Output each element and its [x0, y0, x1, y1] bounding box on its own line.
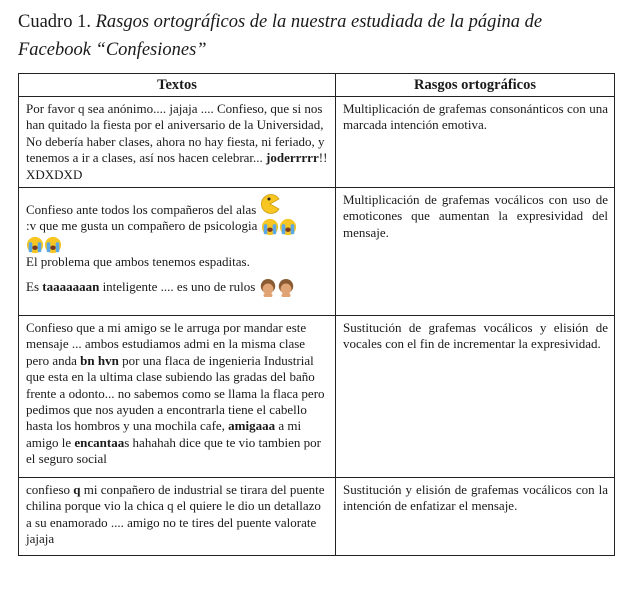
text-line: Confieso ante todos los compañeros del alas [26, 202, 257, 218]
text-segment: Confieso que a mi amigo se le arruga por mandar este mensaje ... ambos estudiamos admi en la misma clase pero anda [26, 320, 307, 368]
feature-cell [336, 97, 615, 188]
crying-face-icon [279, 218, 297, 236]
header-textos: Textos [19, 74, 336, 97]
crying-face-icon [44, 236, 62, 254]
bold-segment: encantaa [74, 434, 125, 450]
text-line: El problema que ambos tenemos espaditas. [26, 254, 250, 270]
text-segment: !! XDXDXD [26, 150, 328, 182]
bold-segment: joderrrrr [266, 150, 319, 166]
orthographic-features-table [18, 73, 615, 556]
feature-cell [336, 316, 615, 478]
table-caption [18, 8, 618, 64]
header-rasgos: Rasgos ortográficos [336, 74, 615, 97]
text-segment: a mi amigo le [26, 418, 302, 450]
feature-cell [336, 478, 615, 556]
feature-text: Multiplicación de grafemas consonánticos con una marcada intención emotiva. [343, 101, 608, 133]
crying-face-icon [26, 236, 44, 254]
bold-segment: q [73, 482, 81, 498]
text-cell [19, 316, 336, 478]
bold-segment: amigaaa [228, 418, 276, 434]
feature-cell [336, 188, 615, 316]
crying-face-icon [261, 218, 279, 236]
table-header-row [19, 74, 615, 97]
feature-text: Sustitución y elisión de grafemas vocálicos con la intención de enfatizar el mensaje. [343, 482, 608, 514]
curly-hair-person-icon [277, 279, 295, 297]
feature-text: Sustitución de grafemas vocálicos y elisión de vocales con el fin de incrementar la expresividad. [343, 320, 608, 352]
pacman-emoji-icon [260, 194, 280, 214]
feature-text: Multiplicación de grafemas vocálicos con uso de emoticones que aumentan la expresividad del mensaje. [343, 192, 608, 240]
text-line: :v que me gusta un compañero de psicologia [26, 218, 258, 234]
caption-lead: Cuadro 1. [18, 12, 91, 32]
bold-segment: bn hvn [80, 352, 119, 368]
caption-title: Rasgos ortográficos de la nuestra estudiada de la página de Facebook “Confesiones” [18, 12, 543, 60]
table-row [19, 316, 615, 478]
text-segment: mi conpañero de industrial se tirara del puente chilina porque vio la chica q el quiere le dio un detallazo a su enamorado .... amigo no te tires del puente valorate jajaja [26, 482, 325, 547]
text-cell [19, 97, 336, 188]
text-segment: confieso [26, 482, 74, 498]
text-segment: Por favor q sea anónimo.... jajaja .... Confieso, que si nos han quitado la fiesta por el aniversario de la Universidad, No debería haber clases, ahora no hay fiesta, ni feriado, y tenemos a ir a clases, así nos hacen celebrar... [26, 101, 325, 166]
table-row [19, 97, 615, 188]
table-row [19, 478, 615, 556]
text-segment: s hahahah dice que te vio tambien por el seguro social [26, 434, 321, 467]
text-cell [19, 188, 336, 316]
curly-hair-person-icon [259, 279, 277, 297]
text-segment: inteligente .... es uno de rulos [99, 278, 256, 294]
text-segment: por una flaca de ingenieria Industrial que esta en la ultima clase subiendo las gradas del baño frente a odonto... no sabemos como se llama la flaca pero pedimos que nos ayuden a encontrarla tiene el cabello hasta los hombros y una mochila cafe, [26, 352, 325, 434]
table-row [19, 188, 615, 316]
text-cell [19, 478, 336, 556]
bold-segment: taaaaaaan [42, 278, 100, 294]
text-segment: Es [26, 278, 43, 294]
